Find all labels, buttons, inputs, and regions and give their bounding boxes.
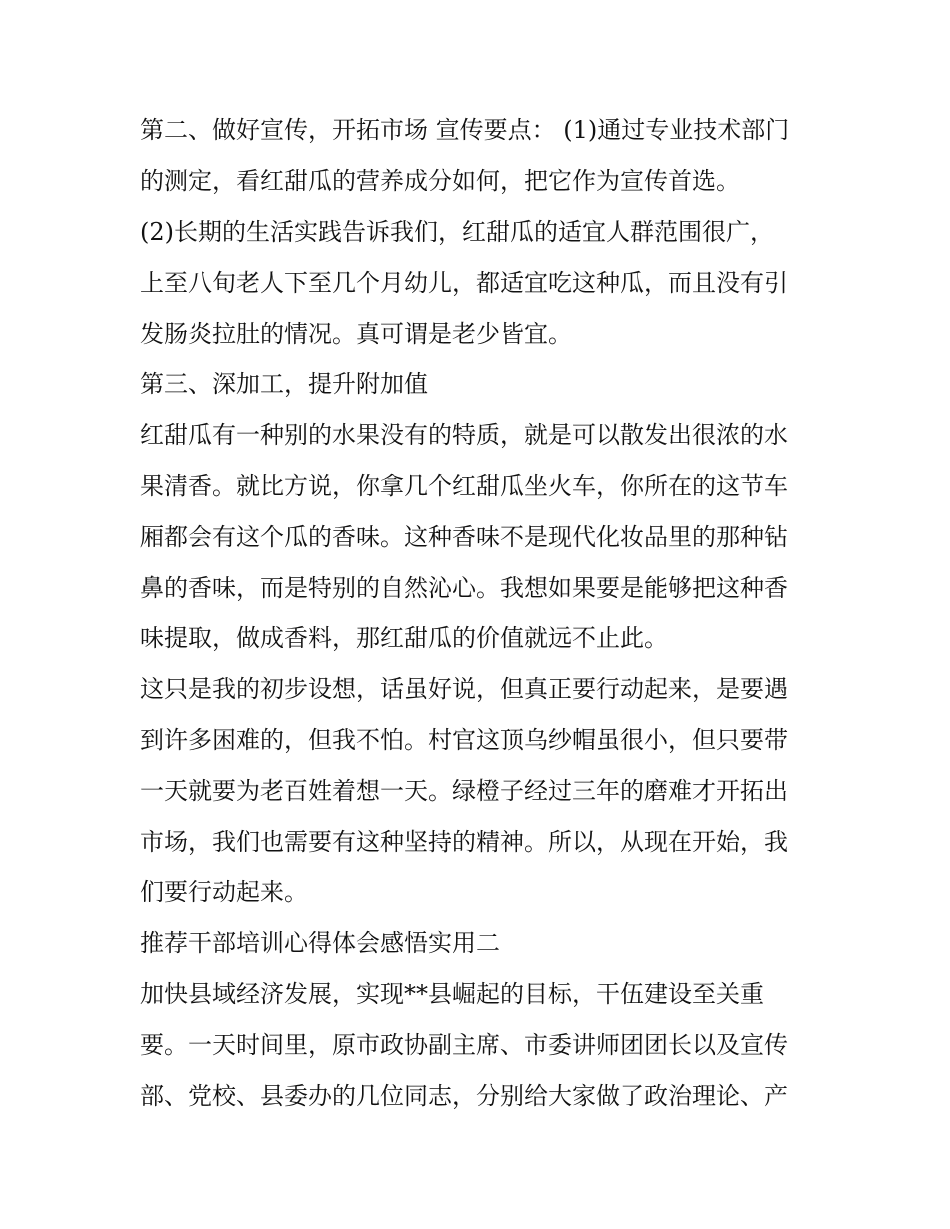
text-line: 鼻的香味，而是特别的自然沁心。我想如果要是能够把这种香 [140, 574, 788, 602]
text-line: 第二、做好宣传，开拓市场 宣传要点： (1)通过专业技术部门 [140, 116, 790, 144]
text-line: 果清香。就比方说，你拿几个红甜瓜坐火车，你所在的这节车 [140, 472, 788, 500]
section-heading: 推荐干部培训心得体会感悟实用二 [140, 929, 500, 957]
text-line: 厢都会有这个瓜的香味。这种香味不是现代化妆品里的那种钻 [140, 523, 788, 551]
text-line: 加快县域经济发展，实现**县崛起的目标，干伍建设至关重 [140, 980, 764, 1008]
text-line: 一天就要为老百姓着想一天。绿橙子经过三年的磨难才开拓出 [140, 777, 788, 805]
text-line: 味提取，做成香料，那红甜瓜的价值就远不止此。 [140, 624, 668, 652]
text-line: 这只是我的初步设想，话虽好说，但真正要行动起来，是要遇 [140, 675, 788, 703]
text-line: 发肠炎拉肚的情况。真可谓是老少皆宜。 [140, 320, 572, 348]
section-heading: 第三、深加工，提升附加值 [140, 370, 428, 398]
text-line: 的测定，看红甜瓜的营养成分如何，把它作为宣传首选。 [140, 167, 740, 195]
text-line: (2)长期的生活实践告诉我们，红甜瓜的适宜人群范围很广， [140, 218, 774, 246]
text-line: 们要行动起来。 [140, 878, 308, 906]
text-line: 红甜瓜有一种别的水果没有的特质，就是可以散发出很浓的水 [140, 421, 788, 449]
text-line: 要。一天时间里，原市政协副主席、市委讲师团团长以及宣传 [140, 1031, 788, 1059]
text-line: 部、党校、县委办的几位同志，分别给大家做了政治理论、产 [140, 1082, 788, 1110]
text-line: 上至八旬老人下至几个月幼儿，都适宜吃这种瓜，而且没有引 [140, 269, 788, 297]
text-line: 到许多困难的，但我不怕。村官这顶乌纱帽虽很小，但只要带 [140, 726, 788, 754]
text-line: 市场，我们也需要有这种坚持的精神。所以，从现在开始，我 [140, 828, 788, 856]
